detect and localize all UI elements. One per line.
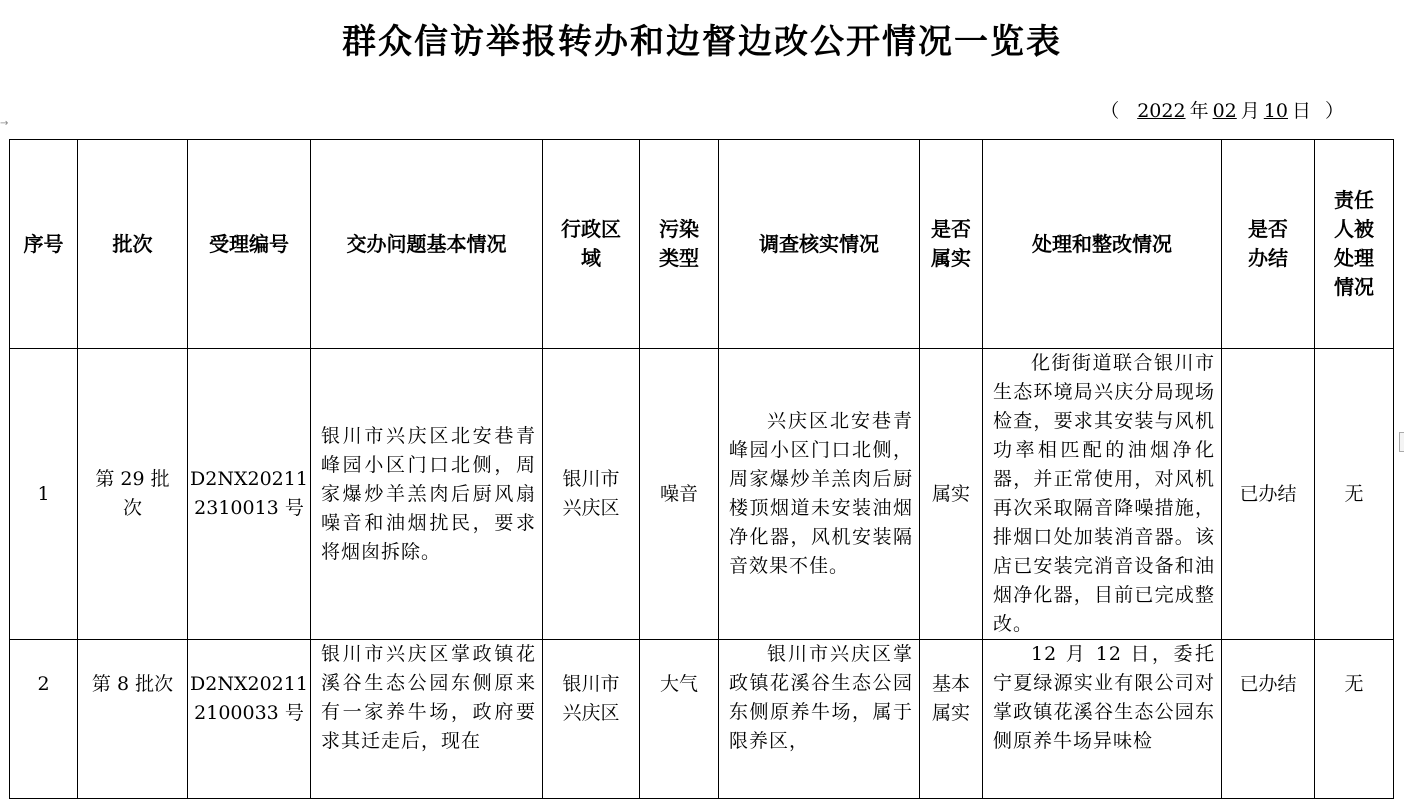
cell-region-line2: 兴庆区 <box>562 497 620 519</box>
header-accountability-line2: 人被 <box>1334 217 1374 241</box>
cell-batch-line2: 次 <box>122 497 142 519</box>
cell-verified <box>920 640 983 799</box>
header-accountability-line1: 责任 <box>1334 188 1374 212</box>
header-issue: 交办问题基本情况 <box>311 140 543 349</box>
cell-case-no-line2: 2100033 号 <box>194 702 304 724</box>
cell-pollution: 噪音 <box>640 349 719 640</box>
table-row <box>10 640 1394 799</box>
margin-arrow-icon: → <box>0 118 9 129</box>
header-closed <box>1222 140 1315 349</box>
cell-case-no-line1: D2NX20211 <box>190 673 308 695</box>
cell-region-line1: 银川市 <box>562 673 620 695</box>
date-year-label: 年 <box>1189 100 1209 122</box>
header-pollution-line2: 类型 <box>659 246 699 270</box>
cell-case-no-line1: D2NX20211 <box>190 468 308 490</box>
cell-case-no-line2: 2310013 号 <box>194 497 304 519</box>
table-resize-handle[interactable] <box>1399 432 1404 452</box>
date-close-paren: ） <box>1324 100 1344 122</box>
cell-accountability: 无 <box>1315 640 1394 799</box>
cell-region-line2: 兴庆区 <box>562 702 620 724</box>
header-region-line1: 行政区 <box>561 217 621 241</box>
cell-verified: 属实 <box>920 349 983 640</box>
cell-seq: 1 <box>10 349 78 640</box>
cell-issue-text: 银川市兴庆区掌政镇花溪谷生态公园东侧原来有一家养牛场，政府要求其迁走后，现在 <box>321 643 536 752</box>
cell-handling <box>983 640 1222 799</box>
cell-batch: 第 8 批次 <box>78 640 188 799</box>
header-pollution <box>640 140 719 349</box>
date-open-paren: （ <box>1100 100 1120 122</box>
report-date <box>1100 96 1344 123</box>
cell-batch <box>78 349 188 640</box>
cell-closed: 已办结 <box>1222 349 1315 640</box>
cell-accountability: 无 <box>1315 349 1394 640</box>
header-closed-line2: 办结 <box>1248 246 1288 270</box>
cell-issue-text: 银川市兴庆区北安巷青峰园小区门口北侧，周家爆炒羊羔肉后厨风扇噪音和油烟扰民，要求将烟囱拆除。 <box>321 424 536 563</box>
header-accountability-line3: 处理 <box>1334 246 1374 270</box>
table-row <box>10 349 1394 640</box>
cell-closed: 已办结 <box>1222 640 1315 799</box>
cell-region <box>543 640 640 799</box>
table-header-row <box>10 140 1394 349</box>
header-handling: 处理和整改情况 <box>983 140 1222 349</box>
cell-investigation <box>719 640 920 799</box>
cell-verified-line2: 属实 <box>931 702 970 724</box>
cell-verified-line1: 基本 <box>931 673 970 695</box>
header-seq: 序号 <box>10 140 78 349</box>
header-verified-line1: 是否 <box>931 217 971 241</box>
header-accountability <box>1315 140 1394 349</box>
date-day: 10 <box>1263 100 1288 122</box>
cell-handling <box>983 349 1222 640</box>
date-month: 02 <box>1212 100 1237 122</box>
header-verified-line2: 属实 <box>931 246 971 270</box>
date-year: 2022 <box>1137 100 1186 122</box>
page-title: 群众信访举报转办和边督边改公开情况一览表 <box>342 22 1062 62</box>
header-region <box>543 140 640 349</box>
cell-case-no <box>188 349 311 640</box>
cell-region <box>543 349 640 640</box>
cell-region-line1: 银川市 <box>562 468 620 490</box>
cell-pollution: 大气 <box>640 640 719 799</box>
date-month-label: 月 <box>1240 100 1260 122</box>
header-case-no: 受理编号 <box>188 140 311 349</box>
cell-issue <box>311 349 543 640</box>
cell-seq: 2 <box>10 640 78 799</box>
header-closed-line1: 是否 <box>1248 217 1288 241</box>
header-batch: 批次 <box>78 140 188 349</box>
cell-investigation-text: 兴庆区北安巷青峰园小区门口北侧，周家爆炒羊羔肉后厨楼顶烟道未安装油烟净化器，风机安装隔音效果不佳。 <box>729 410 913 577</box>
date-day-label: 日 <box>1291 100 1311 122</box>
report-table <box>9 139 1394 799</box>
cell-issue <box>311 640 543 799</box>
cell-batch-line1: 第 29 批 <box>95 468 170 490</box>
header-pollution-line1: 污染 <box>659 217 699 241</box>
header-accountability-line4: 情况 <box>1334 275 1374 299</box>
header-verified <box>920 140 983 349</box>
cell-case-no <box>188 640 311 799</box>
cell-handling-text: 12 月 12 日，委托宁夏绿源实业有限公司对掌政镇花溪谷生态公园东侧原养牛场异味检 <box>993 643 1215 752</box>
cell-investigation <box>719 349 920 640</box>
cell-handling-text: 化街街道联合银川市生态环境局兴庆分局现场检查，要求其安装与风机功率相匹配的油烟净化器，并正常使用，对风机再次采取隔音降噪措施，排烟口处加装消音器。该店已安装完消音设备和油烟净化器，目前已完成整改。 <box>993 352 1215 635</box>
header-investigation: 调查核实情况 <box>719 140 920 349</box>
header-region-line2: 域 <box>581 246 601 270</box>
cell-investigation-text: 银川市兴庆区掌政镇花溪谷生态公园东侧原养牛场，属于限养区， <box>729 643 913 752</box>
